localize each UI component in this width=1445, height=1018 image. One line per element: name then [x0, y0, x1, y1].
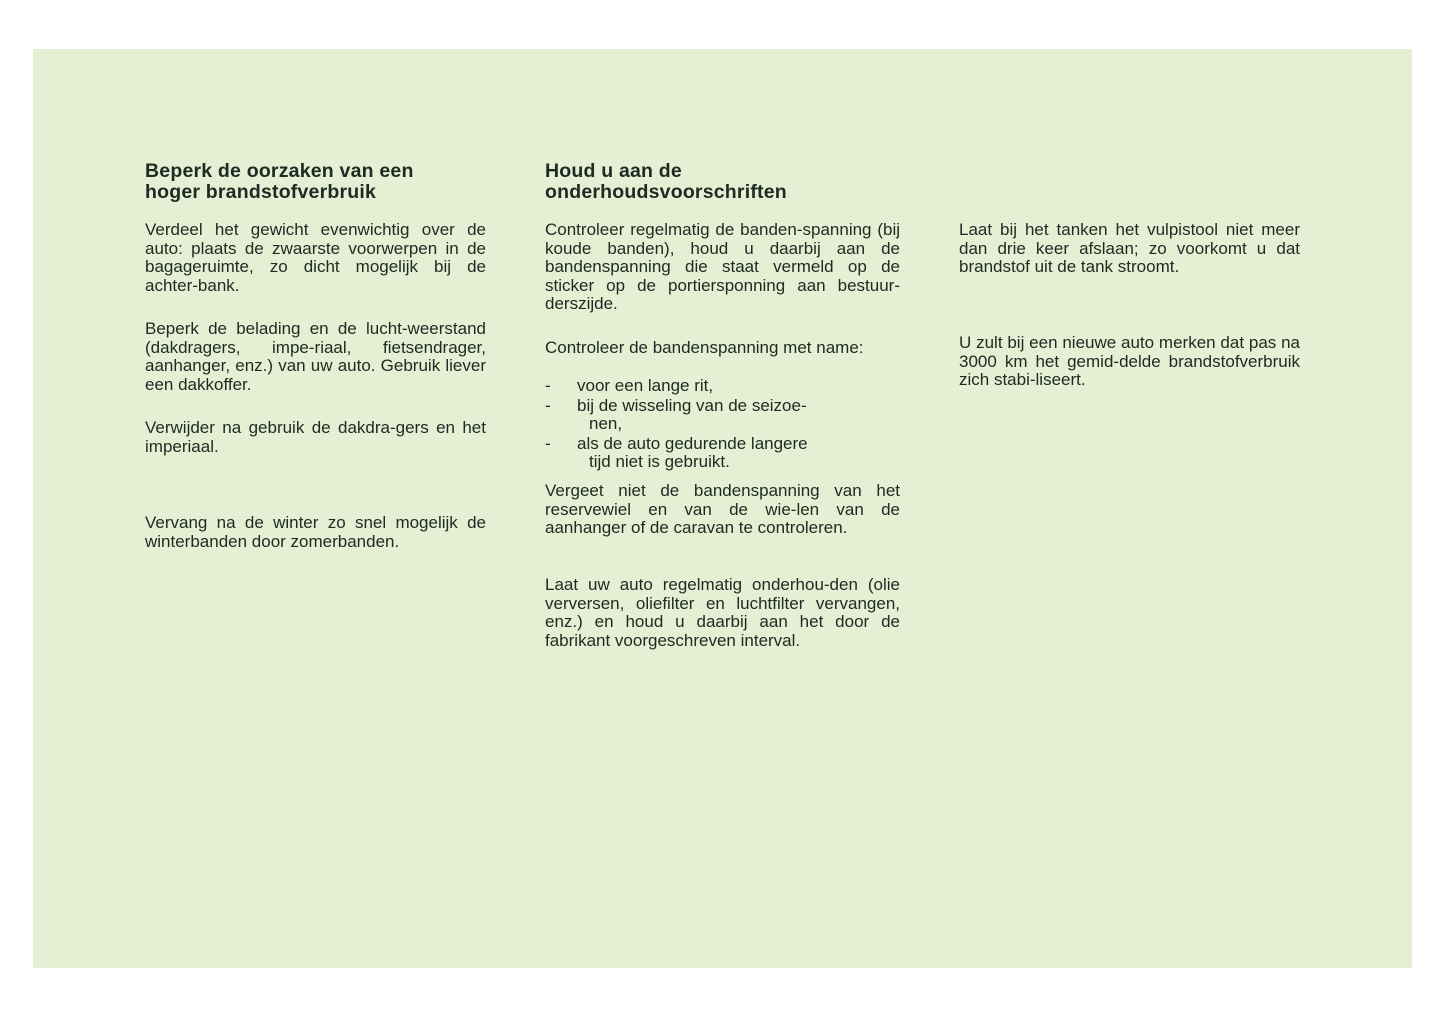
paragraph-refuelling: Laat bij het tanken het vulpistool niet meer dan drie keer afslaan; zo voorkomt u dat brandstof uit de tank stroomt.	[959, 220, 1300, 276]
heading-line: hoger brandstofverbruik	[145, 181, 377, 203]
heading-line: Houd u aan de	[545, 160, 682, 182]
paragraph-air-resistance: Beperk de belading en de lucht-weerstand (dakdragers, impe-riaal, fietsendrager, aanhanger, enz.) van uw auto. Gebruik liever een dakkoffer.	[145, 319, 486, 394]
list-item	[545, 397, 900, 434]
list-item-text	[577, 397, 900, 434]
list-item-line: tijd niet is gebruikt.	[589, 452, 730, 471]
list-item-line: als de auto gedurende langere	[577, 433, 808, 453]
paragraph-tyre-pressure: Controleer regelmatig de banden-spanning (bij koude banden), houd u daarbij aan de bandenspanning die staat vermeld op de sticker op de portiersponning aan bestuur-derszijde.	[545, 220, 900, 313]
heading-reduce-fuel-consumption	[145, 161, 505, 203]
paragraph-remove-roof-racks: Verwijder na gebruik de dakdra-gers en het imperiaal.	[145, 418, 486, 456]
list-item	[545, 435, 900, 472]
list-item-line: bij de wisseling van de seizoe-	[577, 395, 807, 415]
heading-maintenance	[545, 161, 905, 203]
page-panel	[33, 49, 1412, 968]
heading-line: onderhoudsvoorschriften	[545, 181, 787, 203]
dash-bullet: -	[545, 395, 551, 415]
list-item-text	[577, 377, 900, 396]
dash-bullet: -	[545, 376, 551, 395]
paragraph-check-pressure-when: Controleer de bandenspanning met name:	[545, 338, 864, 357]
list-item-text	[577, 435, 900, 472]
paragraph-winter-tyres: Vervang na de winter zo snel mogelijk de winterbanden door zomerbanden.	[145, 513, 486, 551]
list-item-line: nen,	[589, 414, 623, 433]
list-item	[545, 377, 900, 396]
paragraph-weight-distribution: Verdeel het gewicht evenwichtig over de auto: plaats de zwaarste voorwerpen in de bagageruimte, zo dicht mogelijk bij de achter-bank.	[145, 220, 486, 295]
dash-bullet: -	[545, 433, 551, 453]
list-item-line: voor een lange rit,	[577, 376, 714, 395]
heading-line: Beperk de oorzaken van een	[145, 160, 414, 182]
paragraph-new-car-consumption: U zult bij een nieuwe auto merken dat pas na 3000 km het gemid-delde brandstofverbruik zich stabi-liseert.	[959, 333, 1300, 389]
dash-list	[545, 377, 900, 472]
paragraph-regular-service: Laat uw auto regelmatig onderhou-den (olie verversen, oliefilter en luchtfilter vervangen, enz.) en houd u daarbij aan het door de fabrikant voorgeschreven interval.	[545, 575, 900, 650]
paragraph-spare-wheel: Vergeet niet de bandenspanning van het reservewiel en van de wie-len van de aanhanger of de caravan te controleren.	[545, 481, 900, 537]
